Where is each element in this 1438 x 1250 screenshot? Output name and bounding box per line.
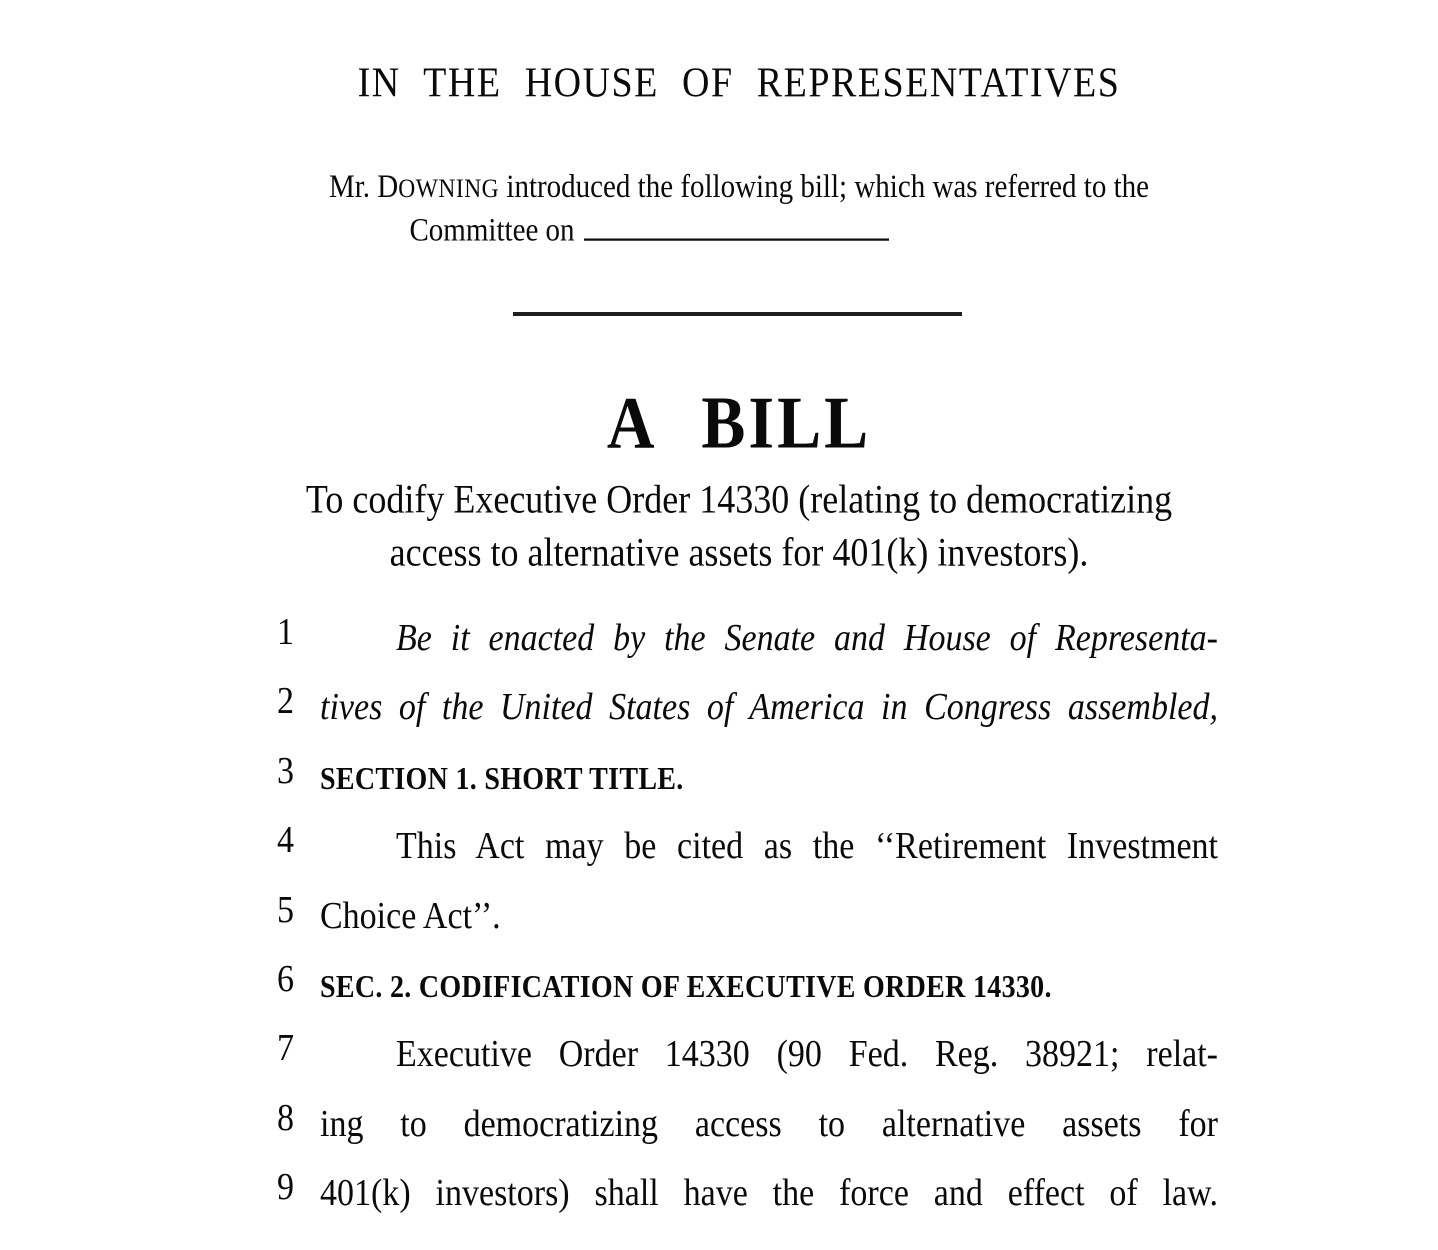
long-title-line-1: To codify Executive Order 14330 (relating to democratizing xyxy=(305,476,1173,522)
line-text: Choice Act’’. xyxy=(320,895,501,937)
line-text: tives of the United States of America in Congress assembled, xyxy=(320,686,1218,728)
line-number: 3 xyxy=(277,750,294,793)
bill-line-row xyxy=(0,680,1438,731)
line-number: 4 xyxy=(277,819,294,862)
line-text: Executive Order 14330 (90 Fed. Reg. 38921; relat- xyxy=(396,1033,1218,1075)
line-number: 2 xyxy=(277,680,294,723)
line-number: 9 xyxy=(277,1166,294,1209)
line-text: Be it enacted by the Senate and House of Representa- xyxy=(396,617,1218,659)
line-text: SECTION 1. SHORT TITLE. xyxy=(320,761,684,797)
intro-prefix: Mr. xyxy=(328,168,378,205)
committee-label: Committee on xyxy=(409,212,575,249)
bill-line-row xyxy=(0,819,1438,870)
committee-blank-rule xyxy=(584,206,889,241)
line-text: SEC. 2. CODIFICATION OF EXECUTIVE ORDER 14330. xyxy=(320,969,1052,1005)
committee-line xyxy=(39,206,1438,247)
intro-after-sponsor: introduced the following bill; which was referred to the xyxy=(499,168,1150,205)
bill-line-row xyxy=(0,1027,1438,1078)
intro-paragraph xyxy=(39,168,1438,205)
bill-heading: A BILL xyxy=(606,382,872,465)
line-text: ing to democratizing access to alternative assets for xyxy=(320,1103,1218,1145)
bill-line-row xyxy=(0,889,1438,940)
line-number: 6 xyxy=(277,958,294,1001)
bill-line-row xyxy=(0,611,1438,662)
sponsor-name-small-caps: OWNING xyxy=(398,174,500,204)
line-number: 7 xyxy=(277,1027,294,1070)
bill-line-row xyxy=(0,1166,1438,1217)
sponsor-name-initial: D xyxy=(377,168,399,205)
chamber-header: IN THE HOUSE OF REPRESENTATIVES xyxy=(357,59,1121,107)
line-number: 8 xyxy=(277,1097,294,1140)
bill-line-row xyxy=(0,958,1438,1009)
section-divider-rule xyxy=(513,312,962,316)
committee-line-content xyxy=(409,206,888,247)
long-title-line-2: access to alternative assets for 401(k) investors). xyxy=(389,529,1089,575)
line-number: 5 xyxy=(277,889,294,932)
line-text: 401(k) investors) shall have the force and effect of law. xyxy=(320,1172,1218,1214)
line-text: This Act may be cited as the ‘‘Retirement Investment xyxy=(396,825,1218,867)
bill-line-row xyxy=(0,750,1438,801)
bill-line-row xyxy=(0,1097,1438,1148)
line-number: 1 xyxy=(277,611,294,654)
